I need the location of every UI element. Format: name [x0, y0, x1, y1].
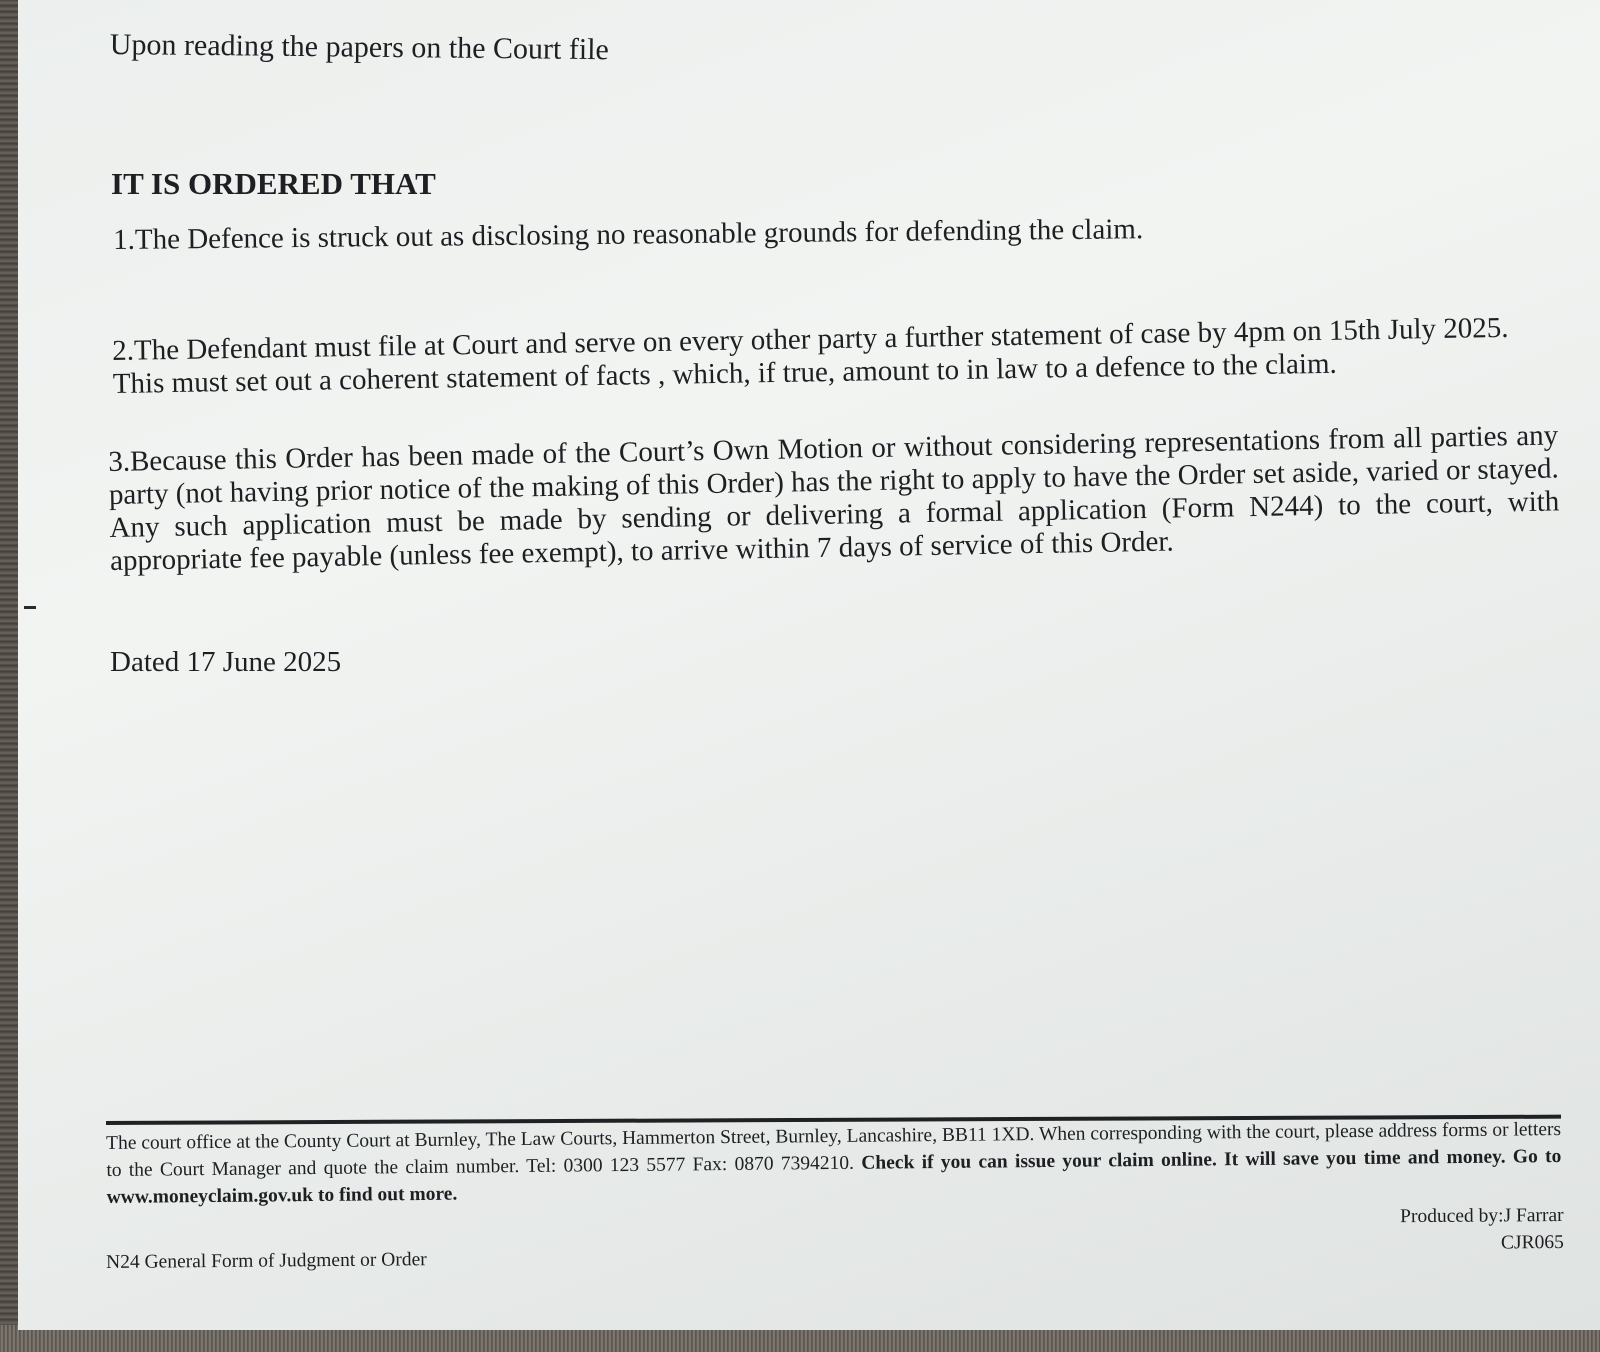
order-item-2: 2.The Defendant must file at Court and serve on every other party a further statement of case by 4pm on 15th July 2025. This must set out a coherent statement of facts , which, if true, amount to in law to a defence to the claim. [112, 311, 1509, 400]
table-surface-left [0, 0, 20, 1352]
produced-by-block [1400, 1202, 1564, 1257]
order-item-1: 1.The Defence is struck out as disclosing no reasonable grounds for defending the claim. [113, 213, 1144, 256]
court-order-page [18, 0, 1600, 1330]
form-name: N24 General Form of Judgment or Order [106, 1249, 427, 1273]
reference-code: CJR065 [1501, 1231, 1565, 1254]
produced-by: Produced by:J Farrar [1400, 1204, 1565, 1228]
online-claim-notice: Check if you can issue your claim online. It will save you time and money. Go to www.moneyclaim.gov.uk to find out more. [106, 1146, 1562, 1208]
court-office-notice [106, 1116, 1562, 1211]
intro-line: Upon reading the papers on the Court file [109, 28, 610, 67]
order-item-3: 3.Because this Order has been made of the Court’s Own Motion or without considering representations from all parties any party (not having prior notice of the making of this Order) has the right to apply to have the Order set aside, varied or stayed. Any such application must be made by sending or delivering a formal application (Form N244) to the court, with appropriate fee payable (unless fee exempt), to arrive within 7 days of service of this Order. [108, 419, 1560, 577]
order-date: Dated 17 June 2025 [110, 646, 342, 678]
order-heading: IT IS ORDERED THAT [111, 166, 436, 201]
margin-mark [24, 606, 36, 609]
court-office-address: The court office at the County Court at Burnley, The Law Courts, Hammerton Street, Burnley, Lancashire, BB11 1XD. When corresponding with the court, please address forms or letters to the Court Manager and quote the claim number. Tel: 0300 123 5577 Fax: 0870 7394210. [106, 1119, 1562, 1181]
